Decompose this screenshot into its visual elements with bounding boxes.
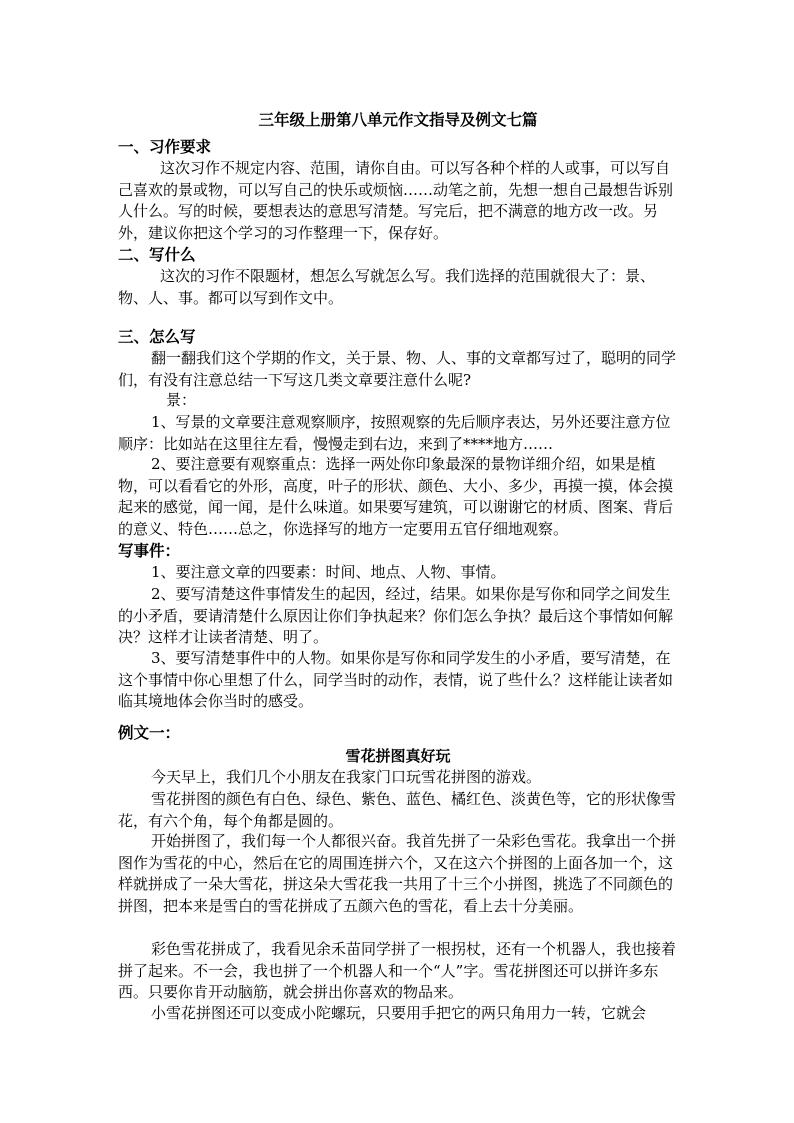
story-title: 雪花拼图真好玩 xyxy=(345,747,451,765)
event-point-3: 3、要写清楚事件中的人物。如果你是写你和同学发生的小矛盾，要写清楚，在这个事情中你心里想了什么，同学当时的动作，表情，说了些什么？这样能让读者如临其境地体会你当时的感受。 xyxy=(118,649,674,710)
section-heading-how-to-write: 三、怎么写 xyxy=(118,327,196,346)
scene-point-2: 2、要注意要有观察重点：选择一两处你印象最深的景物详细介绍，如果是植物，可以看看它的外形，高度，叶子的形状、颜色、大小、多少，再摸一摸，体会摸起来的感觉，闻一闻，是什么味道。如果要写建筑，可以谢谢它的材质、图案、背后的意义、特色……总之，你选择写的地方一定要用五官仔细地观察。 xyxy=(118,455,674,538)
story-paragraph-1: 今天早上，我们几个小朋友在我家门口玩雪花拼图的游戏。 xyxy=(151,768,542,786)
section-heading-requirements: 一、习作要求 xyxy=(118,137,212,156)
requirements-paragraph: 这次习作不规定内容、范围，请你自由。可以写各种个样的人或事，可以写自己喜欢的景或物，可以写自己的快乐或烦恼……动笔之前，先想一想自己最想告诉别人什么。写的时候，要想表达的意思写清楚。写完后，把不满意的地方改一改。另外，建议你把这个学习的习作整理一下，保存好。 xyxy=(118,159,674,242)
story-paragraph-3: 开始拼图了，我们每一个人都很兴奋。我首先拼了一朵彩色雪花。我拿出一个拼图作为雪花的中心，然后在它的周围连拼六个，又在这六个拼图的上面各加一个，这样就拼成了一朵大雪花，拼这朵大雪花我一共用了十三个小拼图，挑选了不同颜色的拼图，把本来是雪白的雪花拼成了五颜六色的雪花，看上去十分美丽。 xyxy=(118,832,677,915)
what-to-write-paragraph: 这次的习作不限题材，想怎么写就怎么写。我们选择的范围就很大了：景、物、人、事。都可以写到作文中。 xyxy=(118,267,656,307)
scene-point-1: 1、写景的文章要注意观察顺序，按照观察的先后顺序表达，另外还要注意方位顺序：比如站在这里往左看，慢慢走到右边，来到了****地方…… xyxy=(118,413,671,453)
story-paragraph-2: 雪花拼图的颜色有白色、绿色、紫色、蓝色、橘红色、淡黄色等，它的形状像雪花，有六个角，每个角都是圆的。 xyxy=(118,790,677,830)
scene-label: 景： xyxy=(166,391,197,409)
event-heading: 写事件： xyxy=(118,541,181,560)
how-to-write-intro: 翻一翻我们这个学期的作文，关于景、物、人、事的文章都写过了，聪明的同学们，有没有注意总结一下写这几类文章要注意什么呢? xyxy=(118,349,677,389)
document-title: 三年级上册第八单元作文指导及例文七篇 xyxy=(258,110,538,129)
story-paragraph-4: 彩色雪花拼成了，我看见余禾苗同学拼了一根拐杖，还有一个机器人，我也接着拼了起来。不一会，我也拼了一个机器人和一个“人”字。雪花拼图还可以拼许多东西。只要你肯开动脑筋，就会拼出你喜欢的物品来。 xyxy=(118,940,677,1001)
example-label: 例文一： xyxy=(118,723,181,742)
event-point-2: 2、要写清楚这件事情发生的起因，经过，结果。如果你是写你和同学之间发生的小矛盾，要请清楚什么原因让你们争执起来？你们怎么争执？最后这个事情如何解决？这样才让读者清楚、明了。 xyxy=(118,585,674,646)
section-heading-what-to-write: 二、写什么 xyxy=(118,245,196,264)
story-paragraph-5: 小雪花拼图还可以变成小陀螺玩，只要用手把它的两只角用力一转，它就会 xyxy=(151,1004,647,1022)
event-point-1: 1、要注意文章的四要素：时间、地点、人物、事情。 xyxy=(151,563,506,581)
